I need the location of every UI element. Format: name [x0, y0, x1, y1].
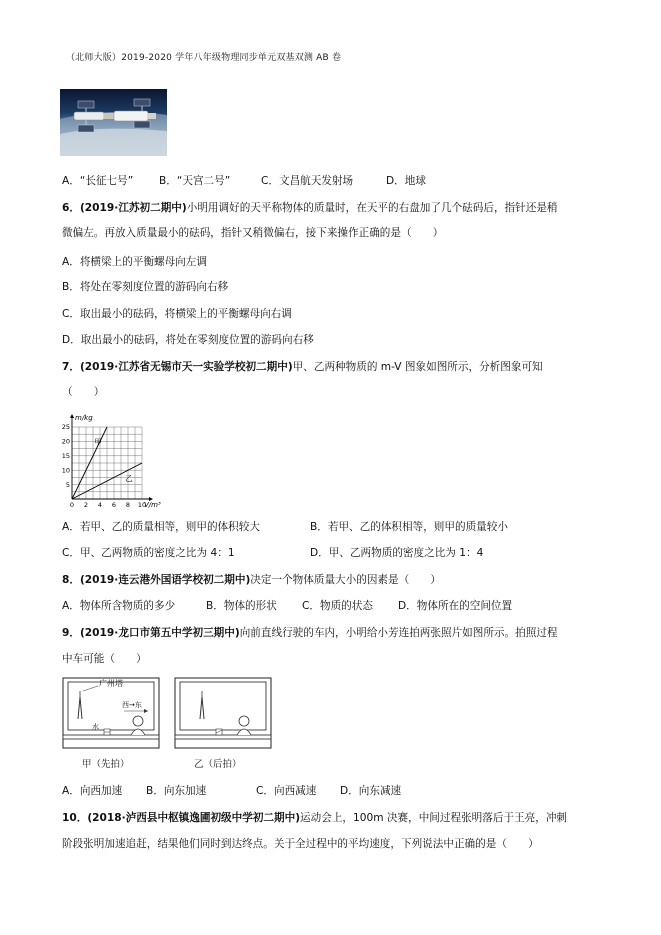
x-tick-label: 6: [111, 501, 117, 509]
q7-stem-line2: （ ）: [62, 386, 105, 398]
space-station-photo: [60, 89, 167, 156]
q8-option-c: C．物质的状态: [302, 600, 373, 612]
q5-option-a: A．“长征七号”: [62, 175, 134, 187]
q10-stem-line1: 运动会上，100m 决赛，中间过程张明落后于王亮，冲刺: [300, 812, 568, 824]
q5-option-c: C．文昌航天发射场: [261, 175, 354, 187]
q8-option-d: D．物体所在的空间位置: [398, 600, 513, 612]
caption-a: 甲（先拍）: [82, 759, 130, 770]
x-tick-label: 8: [125, 501, 131, 509]
q7-number: 7．: [62, 361, 80, 373]
q8-number: 8．: [62, 574, 80, 586]
q7-option-d: D．甲、乙两物质的密度之比为 1：4: [310, 547, 484, 559]
y-tick-label: 25: [61, 423, 70, 432]
y-tick-label: 5: [65, 480, 70, 489]
q6-source: (2019·江苏初二期中): [79, 202, 187, 214]
q9-number: 9．: [62, 627, 80, 639]
x-tick-label: 10: [137, 501, 147, 509]
q9-option-a: A．向西加速: [62, 785, 123, 797]
chart-x-label: V/m³: [144, 501, 161, 509]
chart-y-label: m/kg: [75, 414, 93, 422]
y-tick-label: 15: [61, 452, 70, 460]
q8-option-a: A．物体所含物质的多少: [62, 600, 176, 612]
q10-source: (2018·泸西县中枢镇逸圃初级中学初二期中): [87, 812, 301, 824]
caption-b: 乙（后拍）: [194, 759, 242, 770]
series-label-yi: 乙: [125, 474, 133, 484]
water-label: 水: [92, 723, 99, 731]
page-header: （北师大版）2019-2020 学年八年级物理同步单元双基双测 AB 卷: [66, 53, 342, 63]
q7-source: (2019·江苏省无锡市天一实验学校初二期中): [79, 361, 293, 373]
tower-label: 广州塔: [99, 679, 123, 688]
q5-option-d: D．地球: [386, 175, 426, 187]
q6-stem-line1: 小明用调好的天平称物体的质量时，在天平的右盘加了几个砝码后，指针还是稍: [186, 202, 558, 214]
q6-stem-line2: 微偏左。再放入质量最小的砝码，指针又稍微偏右，接下来操作正确的是（ ）: [62, 227, 444, 239]
y-tick-label: 10: [61, 466, 70, 475]
q7-stem-line1: 甲、乙两种物质的 m-V 图象如图所示，分析图象可知: [292, 361, 543, 373]
q6-option-d: D．取出最小的砝码，将处在零刻度位置的游码向右移: [62, 334, 314, 346]
direction-label: 西→东: [122, 701, 142, 709]
q8-line1: [62, 573, 441, 587]
q7-options-row2: [62, 546, 483, 560]
q7-line1: [62, 360, 543, 374]
y-axis-arrow: [70, 414, 74, 418]
chart-grid: [72, 427, 142, 499]
y-tick-label: 20: [61, 437, 70, 446]
q9-option-d: D．向东减速: [340, 785, 402, 797]
q9-option-b: B．向东加速: [146, 785, 207, 797]
q8-stem-line1: 决定一个物体质量大小的因素是（ ）: [250, 574, 441, 586]
mv-chart: [58, 407, 166, 513]
q9-source: (2019·龙口市第五中学初三期中): [79, 627, 240, 639]
q8-options: [62, 599, 512, 613]
q6-number: 6．: [62, 202, 80, 214]
x-tick-label: 4: [97, 501, 103, 509]
q7-option-b: B．若甲、乙的体积相等，则甲的质量较小: [310, 521, 508, 533]
series-label-jia: 甲: [94, 437, 102, 447]
q5-options: [62, 174, 426, 188]
q7-option-c: C．甲、乙两物质的密度之比为 4：1: [62, 547, 235, 559]
q6-option-c: C．取出最小的砝码，将横梁上的平衡螺母向右调: [62, 308, 292, 320]
q7-option-a: A．若甲、乙的质量相等，则甲的体积较大: [62, 521, 260, 533]
chart-ticks: [62, 423, 146, 509]
q9-stem-line1: 向前直线行驶的车内，小明给小芳连拍两张照片如图所示。拍照过程: [239, 627, 558, 639]
q10-line1: [62, 811, 567, 825]
x-tick-label: 0: [69, 501, 75, 509]
q9-stem-line2: 中车可能（ ）: [62, 653, 147, 665]
q9-option-c: C．向西减速: [256, 785, 317, 797]
q8-source: (2019·连云港外国语学校初二期中): [79, 574, 251, 586]
q9-options: [62, 784, 401, 798]
q6-option-b: B．将处在零刻度位置的游码向右移: [62, 281, 229, 293]
q10-stem-line2: 阶段张明加速追赶，结果他们同时到达终点。关于全过程中的平均速度，下列说法中正确的是（ ）: [62, 838, 539, 850]
q10-number: 10．: [62, 812, 88, 824]
x-tick-label: 2: [83, 501, 89, 509]
car-photo-b: [174, 677, 272, 749]
q6-line1: [62, 201, 558, 215]
q7-options-row1: [62, 520, 508, 534]
q8-option-b: B．物体的形状: [206, 600, 277, 612]
q9-line1: [62, 626, 558, 640]
q5-option-b: B．“天宫二号”: [159, 175, 231, 187]
q6-option-a: A．将横梁上的平衡螺母向左调: [62, 256, 207, 268]
